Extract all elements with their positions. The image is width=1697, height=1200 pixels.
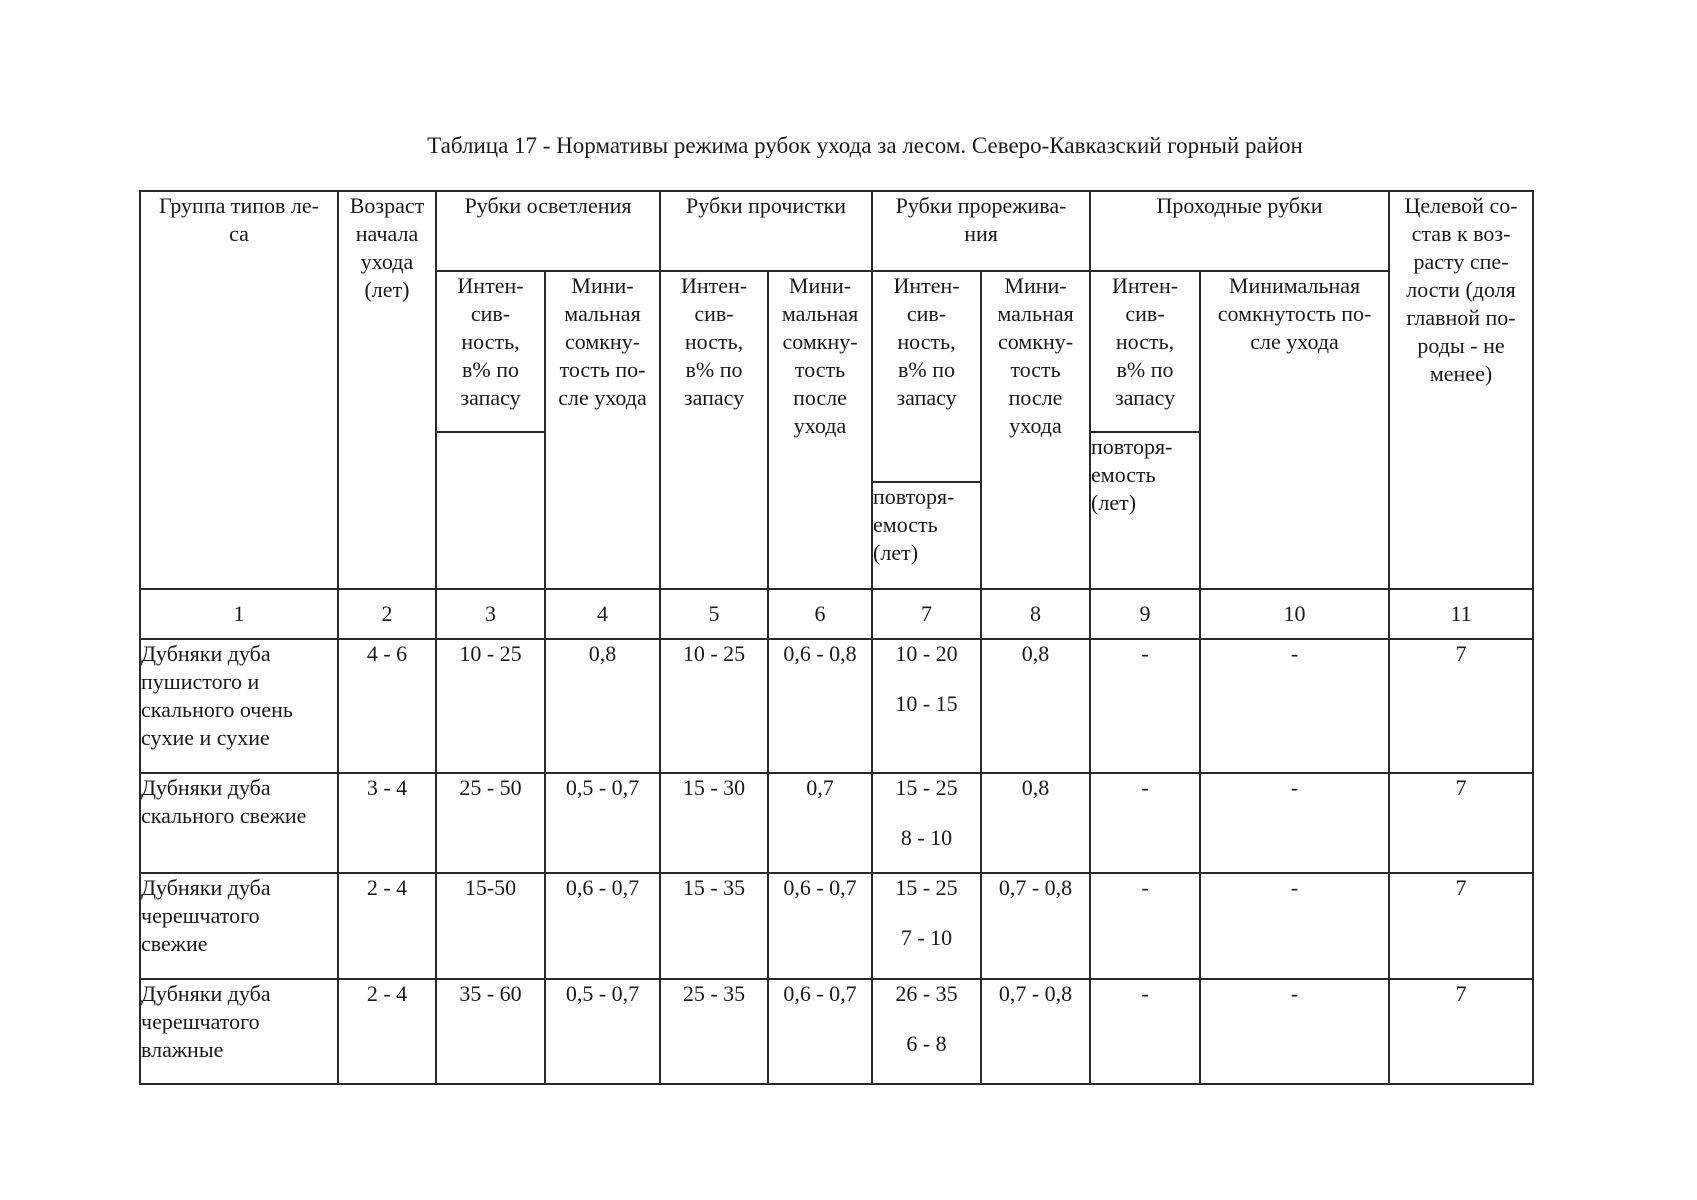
table-row: [140, 979, 1533, 1084]
table-cell: -: [1200, 773, 1389, 873]
table-cell: 0,7: [768, 773, 872, 873]
forest-group-cell: Дубняки дуба пушистого и скального очень сухие и сухие: [140, 639, 338, 773]
table-cell: 0,7 - 0,8: [981, 979, 1090, 1084]
table-cell: 15-50: [436, 873, 545, 979]
table-cell: 25 - 35: [660, 979, 768, 1084]
table-cell: -: [1090, 873, 1200, 979]
table-cell: 0,5 - 0,7: [545, 979, 660, 1084]
thinning-intensity: 26 - 35: [895, 981, 958, 1006]
table-cell: -: [1200, 873, 1389, 979]
header-passing: Проходные рубки: [1090, 191, 1389, 271]
header-min-closure-8: Мини- мальная сомкну- тость после ухода: [981, 271, 1090, 589]
thinning-repeat: 8 - 10: [900, 825, 953, 850]
table-cell: 0,8: [545, 639, 660, 773]
table-cell: 0,8: [981, 773, 1090, 873]
thinning-intensity: 15 - 25: [895, 875, 958, 900]
table-cell: -: [1200, 979, 1389, 1084]
table-cell: 10 - 25: [660, 639, 768, 773]
table-cell: [872, 639, 981, 773]
header-min-closure-6: Мини- мальная сомкну- тость после ухода: [768, 271, 872, 589]
forest-group-cell: Дубняки дуба скального свежие: [140, 773, 338, 873]
table-cell: 7: [1389, 873, 1533, 979]
table-cell: 0,6 - 0,7: [768, 873, 872, 979]
header-intensity-7: Интен- сив- ность, в% по запасу: [872, 271, 981, 482]
forest-group-cell: Дубняки дуба черешчатого свежие: [140, 873, 338, 979]
table-cell: [872, 979, 981, 1084]
column-number: 5: [660, 589, 768, 639]
column-number: 7: [872, 589, 981, 639]
header-cleaning: Рубки прочистки: [660, 191, 872, 271]
table-cell: 0,7 - 0,8: [981, 873, 1090, 979]
table-cell: 0,8: [981, 639, 1090, 773]
table-caption: Таблица 17 - Нормативы режима рубок ухода за лесом. Северо-Кавказский горный район: [427, 133, 1303, 158]
table-cell: 15 - 35: [660, 873, 768, 979]
column-number: 9: [1090, 589, 1200, 639]
header-intensity-5: Интен- сив- ность, в% по запасу: [660, 271, 768, 589]
column-number: 10: [1200, 589, 1389, 639]
header-clearing: Рубки осветления: [436, 191, 660, 271]
table-cell: 35 - 60: [436, 979, 545, 1084]
forest-group-cell: Дубняки дуба черешчатого влажные: [140, 979, 338, 1084]
header-min-closure-10: Минимальная сомкнутость по- сле ухода: [1200, 271, 1389, 589]
thinning-intensity: 15 - 25: [895, 775, 958, 800]
header-repeat-9: повторя- емость (лет): [1090, 432, 1200, 589]
column-number: 1: [140, 589, 338, 639]
forest-care-table: [139, 190, 1534, 1085]
thinning-intensity: 10 - 20: [895, 641, 958, 666]
table-cell: 7: [1389, 979, 1533, 1084]
column-number-row: [140, 589, 1533, 639]
thinning-repeat: 6 - 8: [906, 1031, 947, 1056]
column-number: 2: [338, 589, 436, 639]
table-cell: 0,6 - 0,7: [768, 979, 872, 1084]
start-age-cell: 2 - 4: [338, 979, 436, 1084]
table-cell: -: [1090, 639, 1200, 773]
header-min-closure-4: Мини- мальная сомкну- тость по- сле ухода: [545, 271, 660, 589]
column-number: 11: [1389, 589, 1533, 639]
table-cell: 25 - 50: [436, 773, 545, 873]
header-intensity-9: Интен- сив- ность, в% по запасу: [1090, 271, 1200, 432]
table-cell: 7: [1389, 773, 1533, 873]
header-intensity-3: Интен- сив- ность, в% по запасу: [436, 271, 545, 432]
thinning-repeat: 7 - 10: [900, 925, 953, 950]
table-cell: 7: [1389, 639, 1533, 773]
table-cell: -: [1090, 773, 1200, 873]
table-cell: -: [1200, 639, 1389, 773]
start-age-cell: 4 - 6: [338, 639, 436, 773]
column-number: 8: [981, 589, 1090, 639]
column-number: 3: [436, 589, 545, 639]
table-row: [140, 773, 1533, 873]
header-forest-group: Группа типов ле- са: [140, 191, 338, 589]
table-cell: -: [1090, 979, 1200, 1084]
table-row: [140, 639, 1533, 773]
table-cell: 0,5 - 0,7: [545, 773, 660, 873]
thinning-repeat: 10 - 15: [895, 691, 958, 716]
table-cell: 15 - 30: [660, 773, 768, 873]
table-cell: 10 - 25: [436, 639, 545, 773]
table-cell: [872, 873, 981, 979]
column-number: 6: [768, 589, 872, 639]
header-thinning: Рубки прорежива- ния: [872, 191, 1090, 271]
header-empty-3: [436, 432, 545, 589]
table-cell: 0,6 - 0,7: [545, 873, 660, 979]
start-age-cell: 3 - 4: [338, 773, 436, 873]
table-cell: [872, 773, 981, 873]
header-repeat-7: повторя- емость (лет): [872, 482, 981, 589]
column-number: 4: [545, 589, 660, 639]
table-row: [140, 873, 1533, 979]
table-cell: 0,6 - 0,8: [768, 639, 872, 773]
header-start-age: Возраст начала ухода (лет): [338, 191, 436, 589]
header-target-composition: Целевой со- став к воз- расту спе- лости (доля главной по- роды - не менее): [1389, 191, 1533, 589]
start-age-cell: 2 - 4: [338, 873, 436, 979]
